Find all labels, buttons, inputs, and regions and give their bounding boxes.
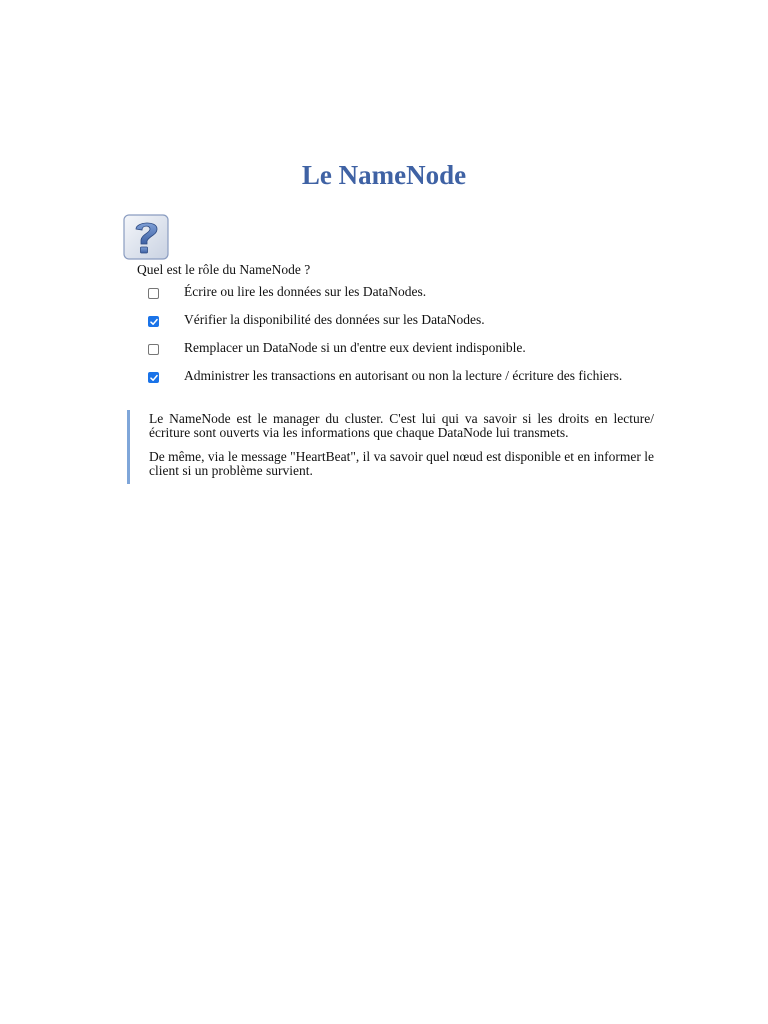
explanation-paragraph-1: Le NameNode est le manager du cluster. C'est lui qui va savoir si les droits en lecture/écriture sont ouverts via les informations que chaque DataNode lui transmets.	[149, 411, 654, 440]
answer-option-2	[146, 313, 644, 327]
answer-options	[146, 285, 644, 383]
page-title: Le NameNode	[301, 160, 467, 190]
answer-option-3	[146, 341, 644, 355]
question-text: Quel est le rôle du NameNode ?	[137, 262, 311, 277]
answer-option-1	[146, 285, 644, 299]
checkmark-icon	[150, 318, 158, 326]
explanation-paragraph-2: De même, via le message "HeartBeat", il va savoir quel nœud est disponible et en informer le client si un problème survient.	[149, 449, 654, 478]
question-mark-icon	[123, 214, 169, 260]
checkbox-checked[interactable]	[148, 372, 159, 383]
explanation-block	[127, 410, 654, 484]
answer-option-label: Vérifier la disponibilité des données sur les DataNodes.	[184, 312, 485, 327]
answer-option-label: Remplacer un DataNode si un d'entre eux devient indisponible.	[184, 340, 526, 355]
answer-option-label: Administrer les transactions en autorisant ou non la lecture / écriture des fichiers.	[184, 368, 623, 383]
answer-option-label: Écrire ou lire les données sur les DataNodes.	[184, 284, 427, 299]
checkbox-unchecked[interactable]	[148, 288, 159, 299]
checkmark-icon	[150, 374, 158, 382]
answer-option-4	[146, 369, 644, 383]
checkbox-unchecked[interactable]	[148, 344, 159, 355]
checkbox-checked[interactable]	[148, 316, 159, 327]
